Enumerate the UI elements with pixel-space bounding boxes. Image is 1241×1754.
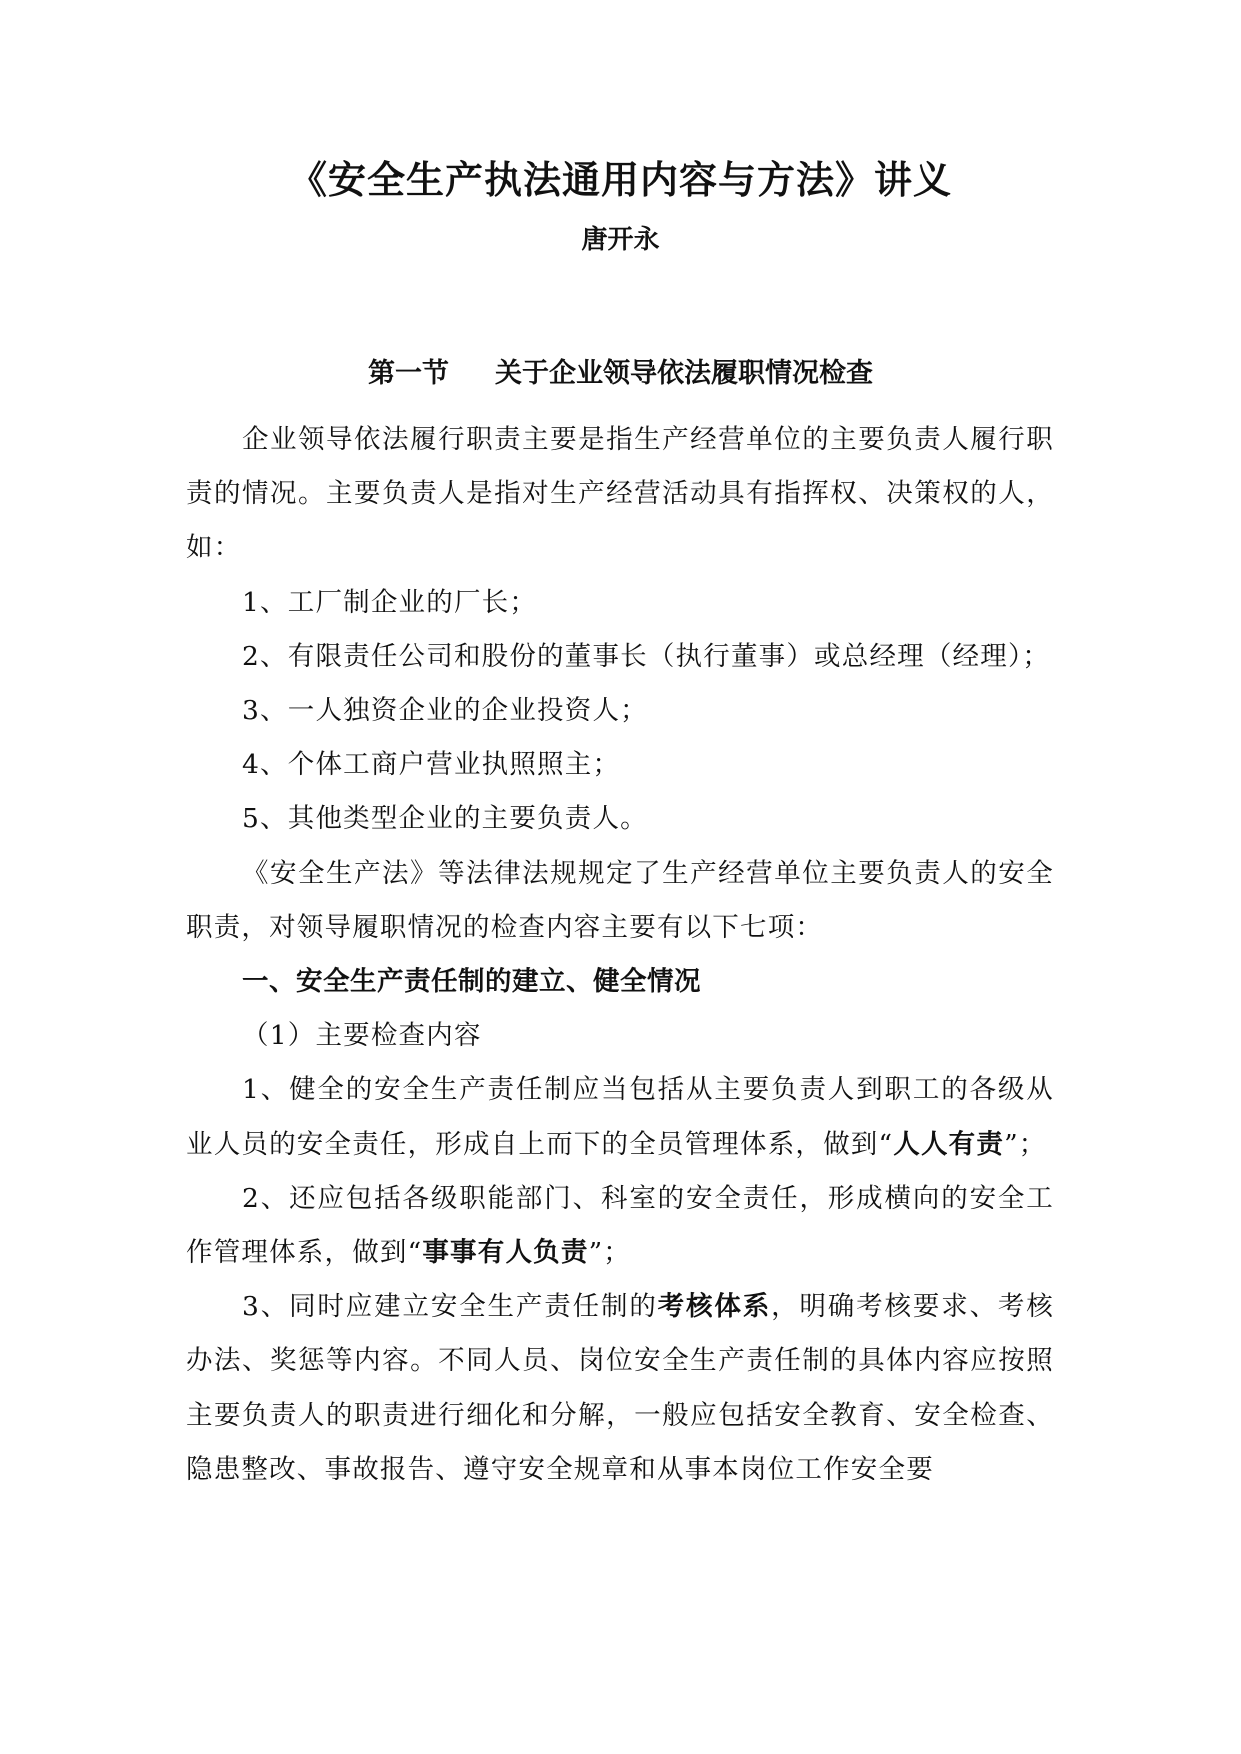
check-item-3-end: ，明确考核要求、考核办法、奖惩等内容。不同人员、岗位安全生产责任制的具体内容应按照主要负责人的职责进行细化和分解，一般应包括安全教育、安全检查、隐患整改、事故报告、遵守安全规章和从事本岗位工作安全要 xyxy=(186,1291,1054,1485)
law-paragraph: 《安全生产法》等法律法规规定了生产经营单位主要负责人的安全职责，对领导履职情况的检查内容主要有以下七项： xyxy=(186,857,1054,943)
check-item-2-emphasis: 事事有人负责 xyxy=(422,1237,589,1269)
document-title: 《安全生产执法通用内容与方法》讲义 xyxy=(288,158,952,202)
subheading: 一、安全生产责任制的建立、健全情况 xyxy=(242,966,701,998)
check-item-3-text: 3、同时应建立安全生产责任制的 xyxy=(242,1291,658,1323)
list-item: 3、一人独资企业的企业投资人； xyxy=(242,695,648,727)
section-number: 第一节 xyxy=(368,358,449,389)
section-heading xyxy=(0,353,1241,395)
list-item: 2、有限责任公司和股份的董事长（执行董事）或总经理（经理）； xyxy=(242,640,1051,672)
check-item-1 xyxy=(186,1063,1054,1171)
check-item-2-text: 2、还应包括各级职能部门、科室的安全责任，形成横向的安全工作管理体系，做到“ xyxy=(186,1182,1054,1269)
list-item: 4、个体工商户营业执照照主； xyxy=(242,749,621,781)
check-item-1-end: ”； xyxy=(1004,1128,1047,1160)
check-item-1-emphasis: 人人有责 xyxy=(893,1128,1005,1160)
list-item: 5、其他类型企业的主要负责人。 xyxy=(242,803,648,835)
check-item-2 xyxy=(186,1172,1054,1280)
intro-paragraph: 企业领导依法履行职责主要是指生产经营单位的主要负责人履行职责的情况。主要负责人是指对生产经营活动具有指挥权、决策权的人，如： xyxy=(186,424,1054,564)
check-item-3 xyxy=(186,1280,1054,1497)
document-body xyxy=(186,413,1054,1497)
author-name: 唐开永 xyxy=(581,225,660,255)
subsubheading: （1）主要检查内容 xyxy=(242,1020,482,1052)
check-item-3-emphasis: 考核体系 xyxy=(657,1291,772,1323)
section-title: 关于企业领导依法履职情况检查 xyxy=(495,358,873,389)
list-item: 1、工厂制企业的厂长； xyxy=(242,586,538,618)
check-item-2-end: ”； xyxy=(588,1237,632,1269)
check-item-1-text: 1、健全的安全生产责任制应当包括从主要负责人到职工的各级从业人员的安全责任，形成自上而下的全员管理体系，做到“ xyxy=(186,1074,1054,1160)
